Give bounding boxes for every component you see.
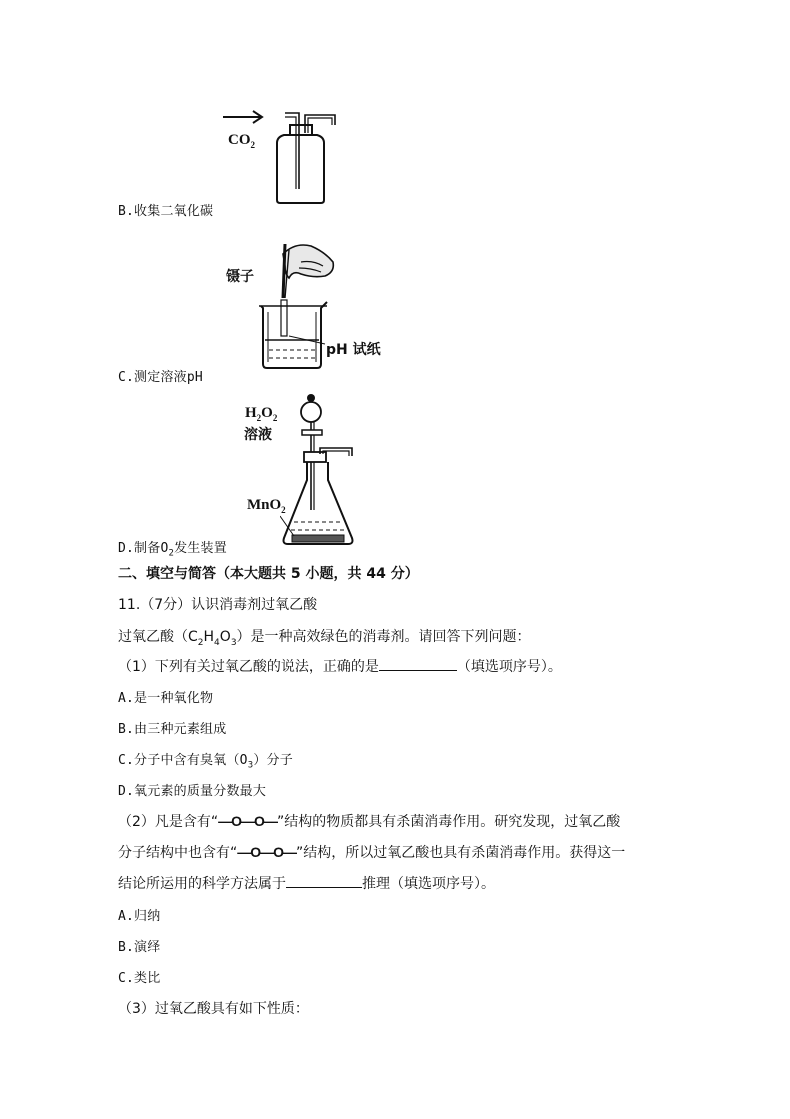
peroxide-structure-2: —O—O— [237,844,297,860]
option-c-measure-ph: C.测定溶液pH [118,370,203,385]
subquestion-3: （3）过氧乙酸具有如下性质： [118,1001,309,1017]
co2-label: $CO_2$ [228,132,255,150]
sub2-option-b: B.演绎 [118,940,161,955]
gas-collection-bottle-figure [215,105,345,205]
mno2-label: MnO$_2$ [247,497,286,515]
subquestion-2-line-2: 分子结构中也含有“—O—O—”结构，所以过氧乙酸也具有杀菌消毒作用。获得这一 [118,844,626,861]
option-b-collect-co2: B.收集二氧化碳 [118,204,214,219]
solution-label: 溶液 [244,427,272,443]
option-d-oxygen-generator: D.制备$O_2$发生装置 [118,541,227,559]
question-11-title: 11.（7分）认识消毒剂过氧乙酸 [118,597,318,613]
sub1-option-d: D.氧元素的质量分数最大 [118,784,267,799]
sub1-option-b: B.由三种元素组成 [118,722,227,737]
sub2-option-c: C.类比 [118,971,161,986]
question-11-intro: 过氧乙酸$(C_2H_4O_3)$是一种高效绿色的消毒剂。请回答下列问题： [118,629,531,648]
h2o2-solution-label: $H_2O_2$ [245,405,278,423]
subquestion-1: （1）下列有关过氧乙酸的说法，正确的是 （填选项序号）。 [118,656,562,676]
tweezers-label: 镊子 [226,269,254,285]
subquestion-2-line-1: （2）凡是含有“—O—O—”结构的物质都具有杀菌消毒作用。研究发现，过氧乙酸 [118,813,621,830]
peroxide-structure: —O—O— [218,813,277,829]
sub1-option-c: C.分子中含有臭氧$(O_3)$分子 [118,753,293,771]
ph-paper-label: pH 试纸 [326,342,381,358]
sub1-option-a: A.是一种氧化物 [118,691,214,706]
oxygen-generator-flask-figure [280,390,370,550]
section-heading: 二、填空与简答（本大题共 5 小题，共 44 分） [118,566,419,582]
sub2-option-a: A.归纳 [118,909,161,924]
subquestion-2-line-3: 结论所运用的科学方法属于 推理（填选项序号）。 [118,873,495,893]
answer-blank-1[interactable] [379,656,457,671]
answer-blank-2[interactable] [286,873,362,888]
